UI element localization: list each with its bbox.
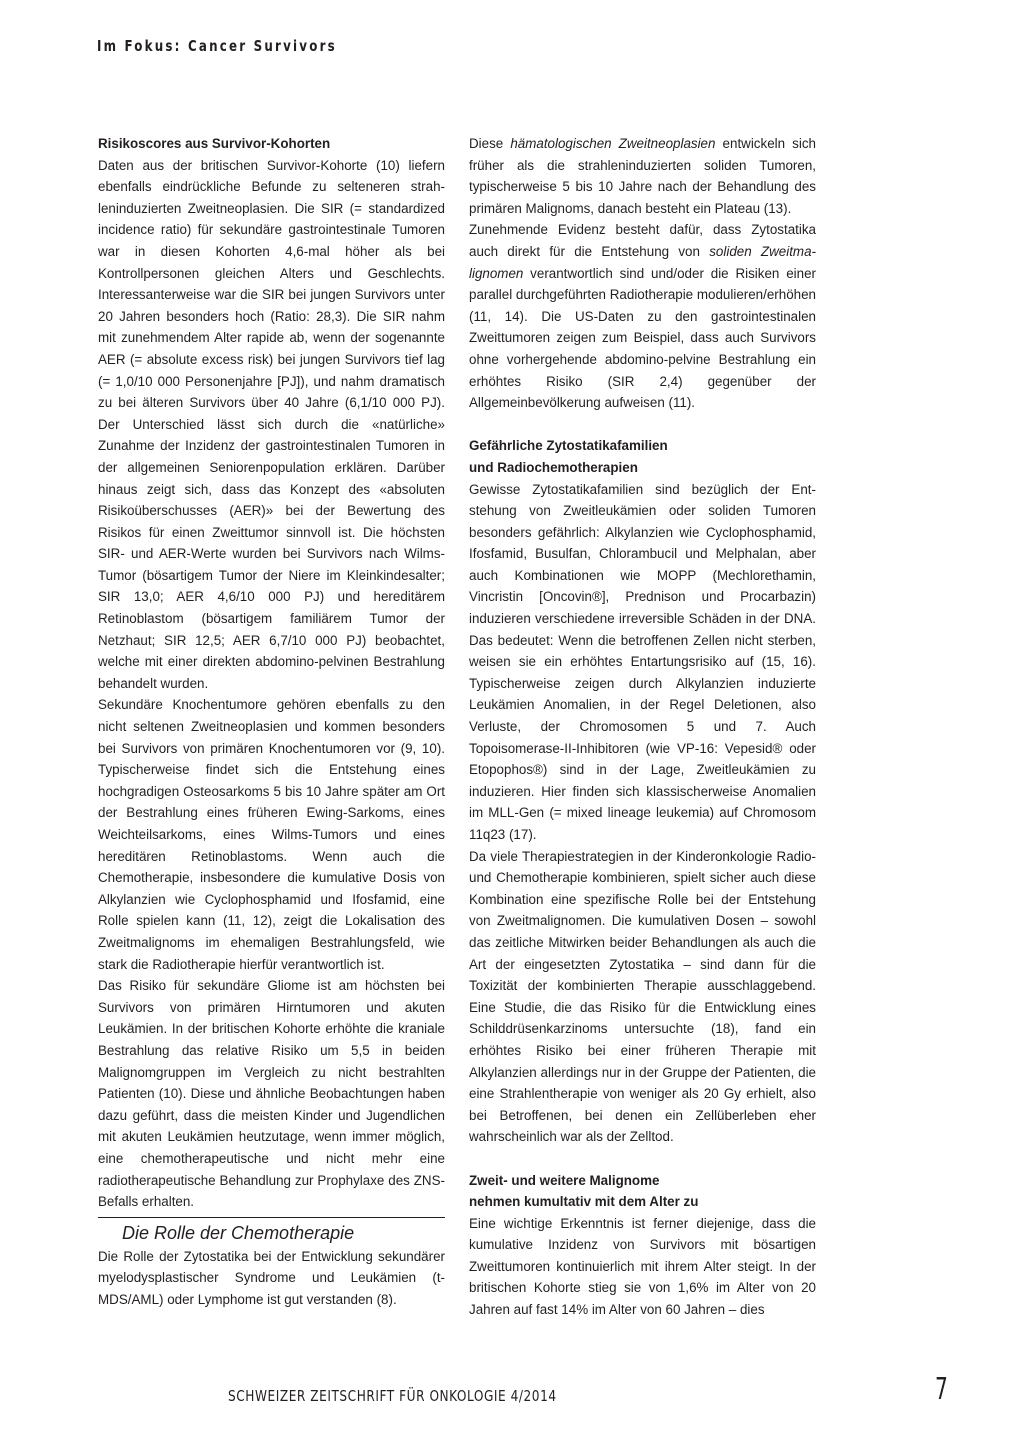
right-column bbox=[469, 133, 816, 1321]
paragraph: Sekundäre Knochentumore gehören ebenfalls zu den nicht seltenen Zweitneoplasien und kommen besonders bei Survivors von primären Knochentumoren vor (9, 10). Typischerweise findet sich die Entstehung eines hochgradigen Osteosarkoms 5 bis 10 Jahre später am Ort der Bestrahlung eines früheren Ewing-Sarkoms, eines Weichteilsarkoms, eines Wilms-Tumors und eines hereditären Retinoblastoms. Wenn auch die Chemotherapie, insbesondere die kumulative Dosis von Alkylanzien wie Cyclophosphamid und Ifosfamid, eine Rolle spielen kann (11, 12), zeigt die Lokalisation des Zweitmalignoms im ehemaligen Bestrahlungsfeld, wie stark die Radiotherapie hierfür verantwortlich ist. bbox=[98, 697, 445, 972]
paragraph: Da viele Therapiestrategien in der Kinderonkologie Radio- und Chemotherapie kombinieren, spielt sicher auch diese Kombination eine spezifische Rolle bei der Entstehung von Zweitmalignomen. Die kumulativen Dosen – sowohl das zeitliche Mitwirken beider Behandlungen als auch die Art der eingesetzten Zytostatika – sind dann für die Toxizität der kombinierten Therapie ausschlaggebend. Eine Studie, die das Risiko für die Entwicklung eines Schilddrüsenkarzinoms untersuchte (18), fand ein erhöhtes Risiko bei einer früheren Therapie mit Alkylanzien allerdings nur in der Gruppe der Patienten, die eine Strahlentherapie von weniger als 20 Gy erhielt, also bei Betroffenen, bei denen ein Zellüberleben eher wahrscheinlich war als der Zelltod. bbox=[469, 848, 816, 1145]
section-title-chemotherapie: Die Rolle der Chemotherapie bbox=[98, 1217, 445, 1246]
paragraph: Zunehmende Evidenz besteht dafür, dass Zytostatika auch direkt für die Entstehung von soliden Zweitmalignomen verantwortlich sind und/oder die Risiken einer parallel durchgeführten Radiotherapie modulieren/erhöhen (11, 14). Die US-Daten zu den gastrointestinalen Zweittumoren zeigen zum Beispiel, dass auch Survivors ohne vorhergehende abdomino-pelvine Bestrahlung ein erhöhtes Risiko (SIR 2,4) gegenüber der Allgemeinbevölkerung aufweisen (11). bbox=[469, 222, 816, 411]
paragraph: Gewisse Zytostatikafamilien sind bezüglich der Entstehung von Zweitleukämien oder soliden Tumoren besonders gefährlich: Alkylanzien wie Cyclophosphamid, Ifosfamid, Busulfan, Chlorambucil und Melphalan, aber auch Kombinationen wie MOPP (Mechlorethamin, Vincristin [Oncovin®], Prednison und Procarbazin) induzieren verschiedene irreversible Schäden in der DNA. Das bedeutet: Wenn die betroffenen Zellen nicht sterben, weisen sie ein erhöhtes Entartungsrisiko auf (15, 16). Typischerweise zeigen durch Alkylanzien induzierte Leukämien Anomalien, in der Regel Deletionen, also Verluste, der Chromosomen 5 und 7. Auch Topoisomerase-II-Inhibitoren (wie VP-16: Vepesid® oder Etopophos®) sind in der Lage, Zweitleukämien zu induzieren. Hier finden sich klassischerweise Anomalien im MLL-Gen (= mixed lineage leukemia) auf Chromosom 11q23 (17). bbox=[469, 481, 816, 842]
section-heading-malignome: Zweit- und weitere Malignome nehmen kumultativ mit dem Alter zu bbox=[469, 1172, 699, 1210]
journal-footer: SCHWEIZER ZEITSCHRIFT FÜR ONKOLOGIE 4/2014 bbox=[228, 1387, 557, 1405]
paragraph: Diese hämatologischen Zweitneoplasien entwickeln sich früher als die strahleninduzierten soliden Tumoren, typischerweise 5 bis 10 Jahre nach der Behandlung des primären Malignoms, danach besteht ein Plateau (13). bbox=[469, 136, 816, 216]
paragraph: Eine wichtige Erkenntnis ist ferner diejenige, dass die kumulative Inzidenz von Survivors mit bösartigen Zweittumoren kontinuierlich mit ihrem Alter steigt. In der britischen Kohorte stieg sie von 1,6% im Alter von 20 Jahren auf fast 14% im Alter von 60 Jahren – dies bbox=[469, 1215, 816, 1318]
paragraph: Daten aus der britischen Survivor-Kohorte (10) liefern ebenfalls eindrückliche Befunde zu selteneren strahleninduzierten Zweitneoplasien. Die SIR (= standardized incidence ratio) für sekundäre gastrointestinale Tumoren war in diesen Kohorten 4,6-mal höher als bei Kontrollpersonen gleichen Alters und Geschlechts. Interessanterweise war die SIR bei jungen Survivors unter 20 Jahren besonders hoch (Ratio: 28,3). Die SIR nahm mit zunehmendem Alter rapide ab, wenn der sogenannte AER (= absolute excess risk) bei jungen Survivors tief lag (= 1,0/10 000 Personenjahre [PJ]), und nahm dramatisch zu bei älteren Survivors über 40 Jahre (6,1/10 000 PJ). Der Unterschied lässt sich durch die «natürliche» Zunahme der Inzidenz der gastrointestinalen Tumoren in der allgemeinen Seniorenpopulation erklären. Darüber hinaus zeigt sich, dass das Konzept des «absoluten Risikoüberschusses (AER)» bei der Bewertung des Risikos für einen Zweittumor sinnvoll ist. Die höchsten SIR- und AER-Werte wurden bei Survivors nach Wilms-Tumor (bösartigem Tumor der Niere im Kleinkindesalter; SIR 13,0; AER 4,6/10 000 PJ) und hereditärem Retinoblastom (bösartigem familiärem Tumor der Netzhaut; SIR 12,5; AER 6,7/10 000 PJ) beobachtet, welche mit einer direkten abdomino-pelvinen Bestrahlung behandelt wurden. bbox=[98, 157, 445, 691]
left-column bbox=[98, 133, 445, 1310]
section-heading-zytostatikafamilien: Gefährliche Zytostatikafamilien und Radiochemotherapien bbox=[469, 438, 668, 475]
paragraph: Das Risiko für sekundäre Gliome ist am höchsten bei Survivors von primären Hirntumoren und akuten Leukämien. In der britischen Kohorte erhöhte die kraniale Bestrahlung das relative Risiko um 5,5 in beiden Malignomgruppen im Vergleich zu nicht bestrahlten Patienten (10). Diese und ähnliche Beobachtungen haben dazu geführt, dass die meisten Kinder und Jugendlichen mit akuten Leukämien heutzutage, wenn immer möglich, eine chemotherapeutische und nicht mehr eine radiotherapeutische Behandlung zur Prophylaxe des ZNS-Befalls erhalten. bbox=[98, 978, 445, 1210]
section-heading-risikoscores: Risikoscores aus Survivor-Kohorten bbox=[98, 136, 331, 151]
page-number: 7 bbox=[935, 1372, 948, 1407]
emphasis: hämatologischen Zweitneoplasien bbox=[510, 136, 716, 151]
running-head: Im Fokus: Cancer Survivors bbox=[97, 37, 337, 55]
emphasis: soliden Zweitmalignomen bbox=[469, 243, 816, 281]
paragraph: Die Rolle der Zytostatika bei der Entwicklung sekundärer myelodysplastischer Syndrome und Leukämien (t-MDS/AML) oder Lymphome ist gut verstanden (8). bbox=[98, 1248, 445, 1307]
